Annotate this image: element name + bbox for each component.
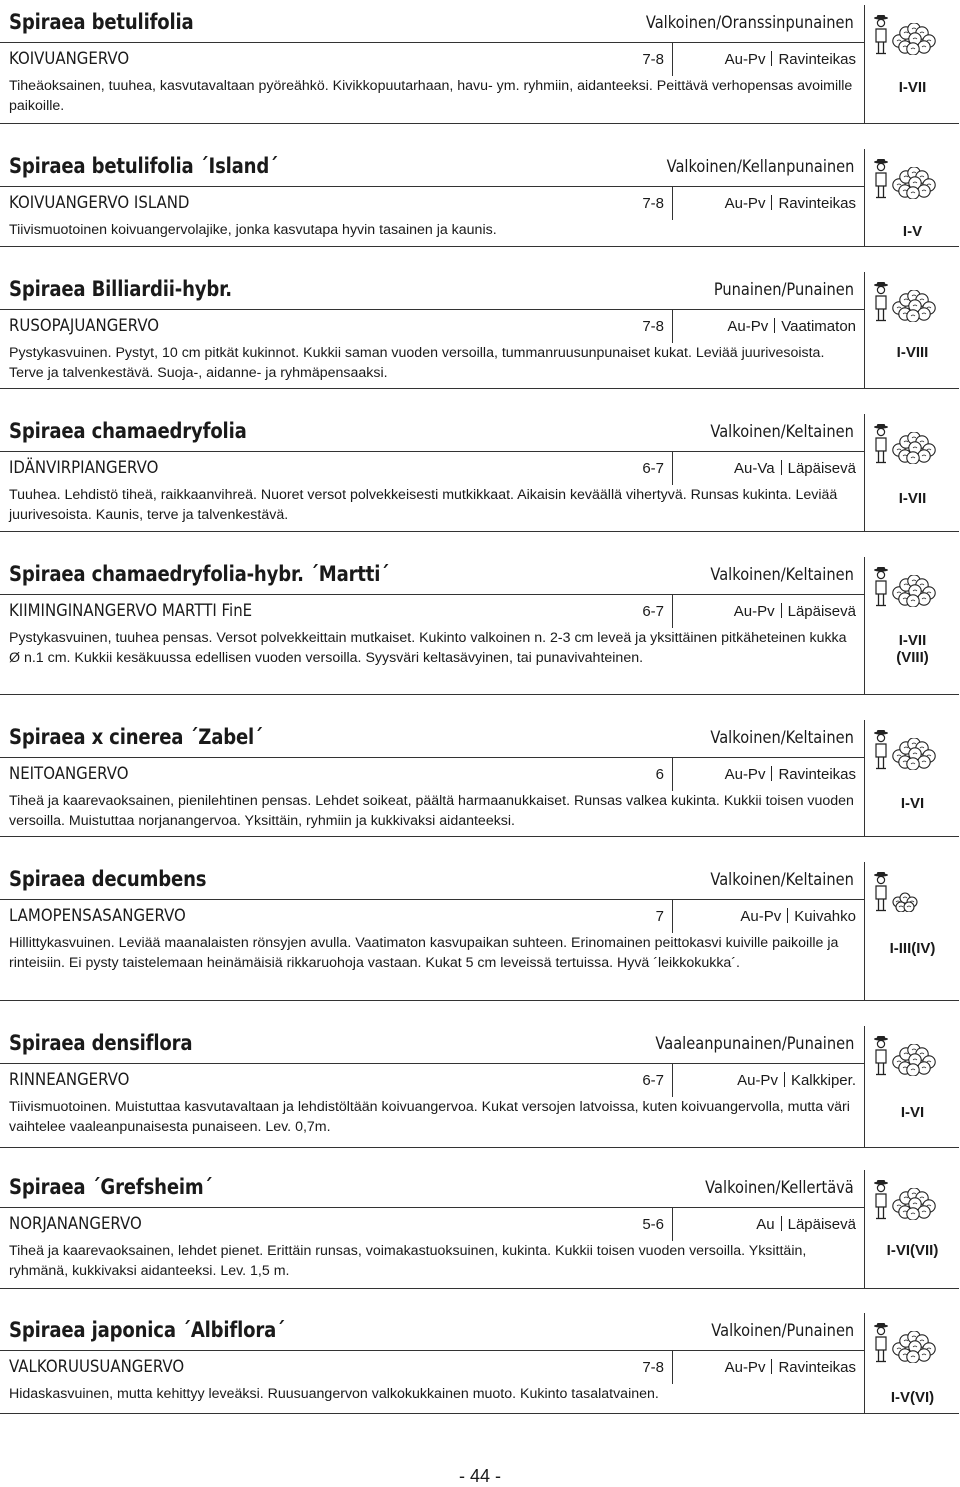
growth-zone: 7-8 xyxy=(642,195,664,212)
growth-zone: 5-6 xyxy=(642,1216,664,1233)
shrub-icon xyxy=(891,23,937,55)
entry-side xyxy=(864,1313,959,1414)
description: Tiivismuotoinen koivuangervolajike, jonka kasvutapa hyvin tasainen ja kaunis. xyxy=(9,222,497,238)
gardener-icon xyxy=(873,872,889,912)
size-icons xyxy=(873,872,919,912)
hardiness-zone: I-VII (VIII) xyxy=(896,632,929,666)
growing-site xyxy=(725,195,856,212)
light-requirement: Au-Pv xyxy=(724,766,766,783)
gardener-icon xyxy=(873,424,889,464)
entry-main xyxy=(0,1313,864,1414)
description: Tiivismuotoinen. Muistuttaa kasvutavaltaan ja lehdistöltään koivuangervoa. Kukat versojen latvoissa, kuten koivuangervolla, mutta väri vaihtelee vaaleanpunaisesta punaiseen. Lev. 0,7m. xyxy=(9,1099,850,1135)
shrub-icon xyxy=(891,290,937,322)
growing-site xyxy=(737,1072,856,1089)
hardiness-zone: I-VI xyxy=(900,795,925,812)
hardiness-zone: I-III(IV) xyxy=(889,940,936,957)
entry-side xyxy=(864,720,959,837)
soil-requirement: Kalkkiper. xyxy=(790,1072,856,1089)
gardener-icon xyxy=(873,15,889,55)
growth-zone: 6-7 xyxy=(642,603,664,620)
description: Hillittykasvuinen. Leviää maanalaisten rönsyjen avulla. Vaatimaton kasvupaikan suhteen. Erinomainen peittokasvi kuiville paikoille ja rinteisiin. Ei pysty taistelemaan heinämäisiä rikkaruohoja vastaan. Kukat 5 cm leveissä tertuissa. Hyvä ´leikkokukka´. xyxy=(9,935,839,971)
latin-name: Spiraea chamaedryfolia-hybr. ´Martti´ xyxy=(9,562,390,586)
finnish-name: NORJANANGERVO xyxy=(9,1214,142,1234)
hardiness-zone: I-VI xyxy=(900,1104,925,1121)
shrub-icon xyxy=(891,167,937,199)
latin-name: Spiraea betulifolia ´Island´ xyxy=(9,154,278,178)
description: Tuuhea. Lehdistö tiheä, raikkaanvihreä. Nuoret versot polvekkeisesti mutkikkaat. Aikaisin keväällä vihertyvä. Runsas kukinta. Leviää juurivesoista. Kaunis, terve ja talvenkestävä. xyxy=(9,487,838,523)
description: Tiheäoksainen, tuuhea, kasvutavaltaan pyöreähkö. Kivikkopuutarhaan, havu- ym. ryhmiin, aidanteeksi. Peittävä verhopensas avoimille paikoille. xyxy=(9,78,853,114)
size-icons xyxy=(873,159,937,199)
hardiness-zone: I-V(VI) xyxy=(890,1389,935,1406)
entry-main xyxy=(0,272,864,389)
growth-zone: 7-8 xyxy=(642,318,664,335)
growth-zone: 6-7 xyxy=(642,1072,664,1089)
gardener-icon xyxy=(873,159,889,199)
entry-side xyxy=(864,1170,959,1289)
finnish-name: VALKORUUSUANGERVO xyxy=(9,1357,185,1377)
entry-side xyxy=(864,1026,959,1148)
description: Tiheä ja kaarevaoksainen, pienilehtinen pensas. Lehdet soikeat, päältä harmaanukkaiset. Runsas valkea kukinta. Kukkii toisen vuoden versoilla. Muistuttaa norjanangervoa. Yksittäin, ryhmiin ja kukkivaksi aidanteeksi. xyxy=(9,793,854,829)
light-requirement: Au-Pv xyxy=(740,908,782,925)
soil-requirement: Läpäisevä xyxy=(787,1216,856,1233)
finnish-name: IDÄNVIRPIANGERVO xyxy=(9,458,159,478)
growing-site xyxy=(756,1216,856,1233)
entry-main xyxy=(0,720,864,837)
flower-leaf-color: Valkoinen/Keltainen xyxy=(710,422,854,442)
gardener-icon xyxy=(873,1036,889,1076)
light-requirement: Au-Pv xyxy=(733,603,775,620)
gardener-icon xyxy=(873,567,889,607)
description: Hidaskasvuinen, mutta kehittyy leveäksi. Ruusuangervon valkokukkainen muoto. Kukinto tasalatvainen. xyxy=(9,1386,659,1402)
shrub-icon xyxy=(891,432,937,464)
size-icons xyxy=(873,282,937,322)
soil-requirement: Ravinteikas xyxy=(778,1359,856,1376)
soil-requirement: Kuivahko xyxy=(794,908,856,925)
flower-leaf-color: Valkoinen/Oranssinpunainen xyxy=(646,13,854,33)
entry-side xyxy=(864,149,959,247)
size-icons xyxy=(873,730,937,770)
soil-requirement: Läpäisevä xyxy=(787,603,856,620)
size-icons xyxy=(873,567,937,607)
finnish-name: RINNEANGERVO xyxy=(9,1070,130,1090)
entry-main xyxy=(0,557,864,695)
description: Pystykasvuinen, tuuhea pensas. Versot polvekkeittain mutkaiset. Kukinto valkoinen n. 2-3 cm leveä ja yksittäinen pitkäheteinen kukka Ø n.1 cm. Kukkii kesäkuussa edellisen vuoden versoilla. Syysväri keltasävyinen, tai punavivahteinen. xyxy=(9,630,847,666)
growth-zone: 6-7 xyxy=(642,460,664,477)
entry-main xyxy=(0,1026,864,1148)
growth-zone: 7 xyxy=(655,908,664,925)
latin-name: Spiraea chamaedryfolia xyxy=(9,419,247,443)
size-icons xyxy=(873,1036,937,1076)
hardiness-zone: I-VIII xyxy=(896,344,929,361)
entry-side xyxy=(864,557,959,695)
growing-site xyxy=(725,1359,856,1376)
light-requirement: Au-Pv xyxy=(737,1072,778,1089)
latin-name: Spiraea decumbens xyxy=(9,867,207,891)
flower-leaf-color: Valkoinen/Kellanpunainen xyxy=(666,157,854,177)
growing-site xyxy=(725,51,856,68)
latin-name: Spiraea ´Grefsheim´ xyxy=(9,1175,213,1199)
light-requirement: Au-Pv xyxy=(724,51,766,68)
finnish-name: NEITOANGERVO xyxy=(9,764,129,784)
soil-requirement: Vaatimaton xyxy=(781,318,856,335)
soil-requirement: Läpäisevä xyxy=(787,460,856,477)
growing-site xyxy=(740,908,856,925)
entry-main xyxy=(0,149,864,247)
hardiness-zone: I-VII xyxy=(898,490,927,507)
shrub-icon xyxy=(891,1188,937,1220)
flower-leaf-color: Valkoinen/Keltainen xyxy=(710,870,854,890)
size-icons xyxy=(873,15,937,55)
gardener-icon xyxy=(873,730,889,770)
latin-name: Spiraea x cinerea ´Zabel´ xyxy=(9,725,263,749)
flower-leaf-color: Valkoinen/Keltainen xyxy=(710,728,854,748)
soil-requirement: Ravinteikas xyxy=(778,766,856,783)
flower-leaf-color: Valkoinen/Punainen xyxy=(711,1321,854,1341)
gardener-icon xyxy=(873,1180,889,1220)
entry-side xyxy=(864,5,959,124)
shrub-icon xyxy=(891,1044,937,1076)
entry-side xyxy=(864,862,959,1001)
growing-site xyxy=(734,603,856,620)
flower-leaf-color: Vaaleanpunainen/Punainen xyxy=(655,1034,854,1054)
light-requirement: Au-Va xyxy=(734,460,775,477)
flower-leaf-color: Valkoinen/Keltainen xyxy=(710,565,854,585)
growing-site xyxy=(727,318,856,335)
growing-site xyxy=(725,766,856,783)
description: Pystykasvuinen. Pystyt, 10 cm pitkät kukinnot. Kukkii saman vuoden versoilla, tummanruusunpunaiset kukat. Leviää juurivesoista. Terve ja talvenkestävä. Suoja-, aidanne- ja ryhmäpensaaksi. xyxy=(9,345,825,381)
shrub-icon xyxy=(891,738,937,770)
page-number: - 44 - xyxy=(458,1466,501,1486)
finnish-name: KOIVUANGERVO ISLAND xyxy=(9,193,190,213)
light-requirement: Au-Pv xyxy=(724,195,766,212)
entry-main xyxy=(0,414,864,532)
latin-name: Spiraea densiflora xyxy=(9,1031,193,1055)
entry-side xyxy=(864,272,959,389)
light-requirement: Au-Pv xyxy=(727,318,769,335)
gardener-icon xyxy=(873,282,889,322)
light-requirement: Au xyxy=(756,1216,775,1233)
flower-leaf-color: Valkoinen/Kellertävä xyxy=(705,1178,854,1198)
finnish-name: KIIMINGINANGERVO MARTTI FinE xyxy=(9,601,253,621)
growth-zone: 7-8 xyxy=(642,51,664,68)
soil-requirement: Ravinteikas xyxy=(778,51,856,68)
latin-name: Spiraea Billiardii-hybr. xyxy=(9,277,232,301)
growth-zone: 6 xyxy=(655,766,664,783)
entry-main xyxy=(0,862,864,1001)
size-icons xyxy=(873,424,937,464)
size-icons xyxy=(873,1323,937,1363)
finnish-name: LAMOPENSASANGERVO xyxy=(9,906,186,926)
size-icons xyxy=(873,1180,937,1220)
entry-main xyxy=(0,1170,864,1289)
growing-site xyxy=(734,460,856,477)
latin-name: Spiraea japonica ´Albiflora´ xyxy=(9,1318,285,1342)
soil-requirement: Ravinteikas xyxy=(778,195,856,212)
description: Tiheä ja kaarevaoksainen, lehdet pienet. Erittäin runsas, voimakastuoksuinen, kukinta. Kukkii toisen vuoden versoilla. Yksittäin, ryhmänä, kukkivaksi aidanteeksi. Lev. 1,5 m. xyxy=(9,1243,807,1279)
hardiness-zone: I-V xyxy=(902,223,923,240)
low-shrub-icon xyxy=(891,890,919,912)
latin-name: Spiraea betulifolia xyxy=(9,10,194,34)
flower-leaf-color: Punainen/Punainen xyxy=(713,280,854,300)
gardener-icon xyxy=(873,1323,889,1363)
growth-zone: 7-8 xyxy=(642,1359,664,1376)
light-requirement: Au-Pv xyxy=(724,1359,766,1376)
hardiness-zone: I-VI(VII) xyxy=(886,1242,939,1259)
hardiness-zone: I-VII xyxy=(898,79,927,96)
shrub-icon xyxy=(891,1331,937,1363)
finnish-name: KOIVUANGERVO xyxy=(9,49,130,69)
entry-side xyxy=(864,414,959,532)
finnish-name: RUSOPAJUANGERVO xyxy=(9,316,160,336)
shrub-icon xyxy=(891,575,937,607)
entry-main xyxy=(0,5,864,124)
